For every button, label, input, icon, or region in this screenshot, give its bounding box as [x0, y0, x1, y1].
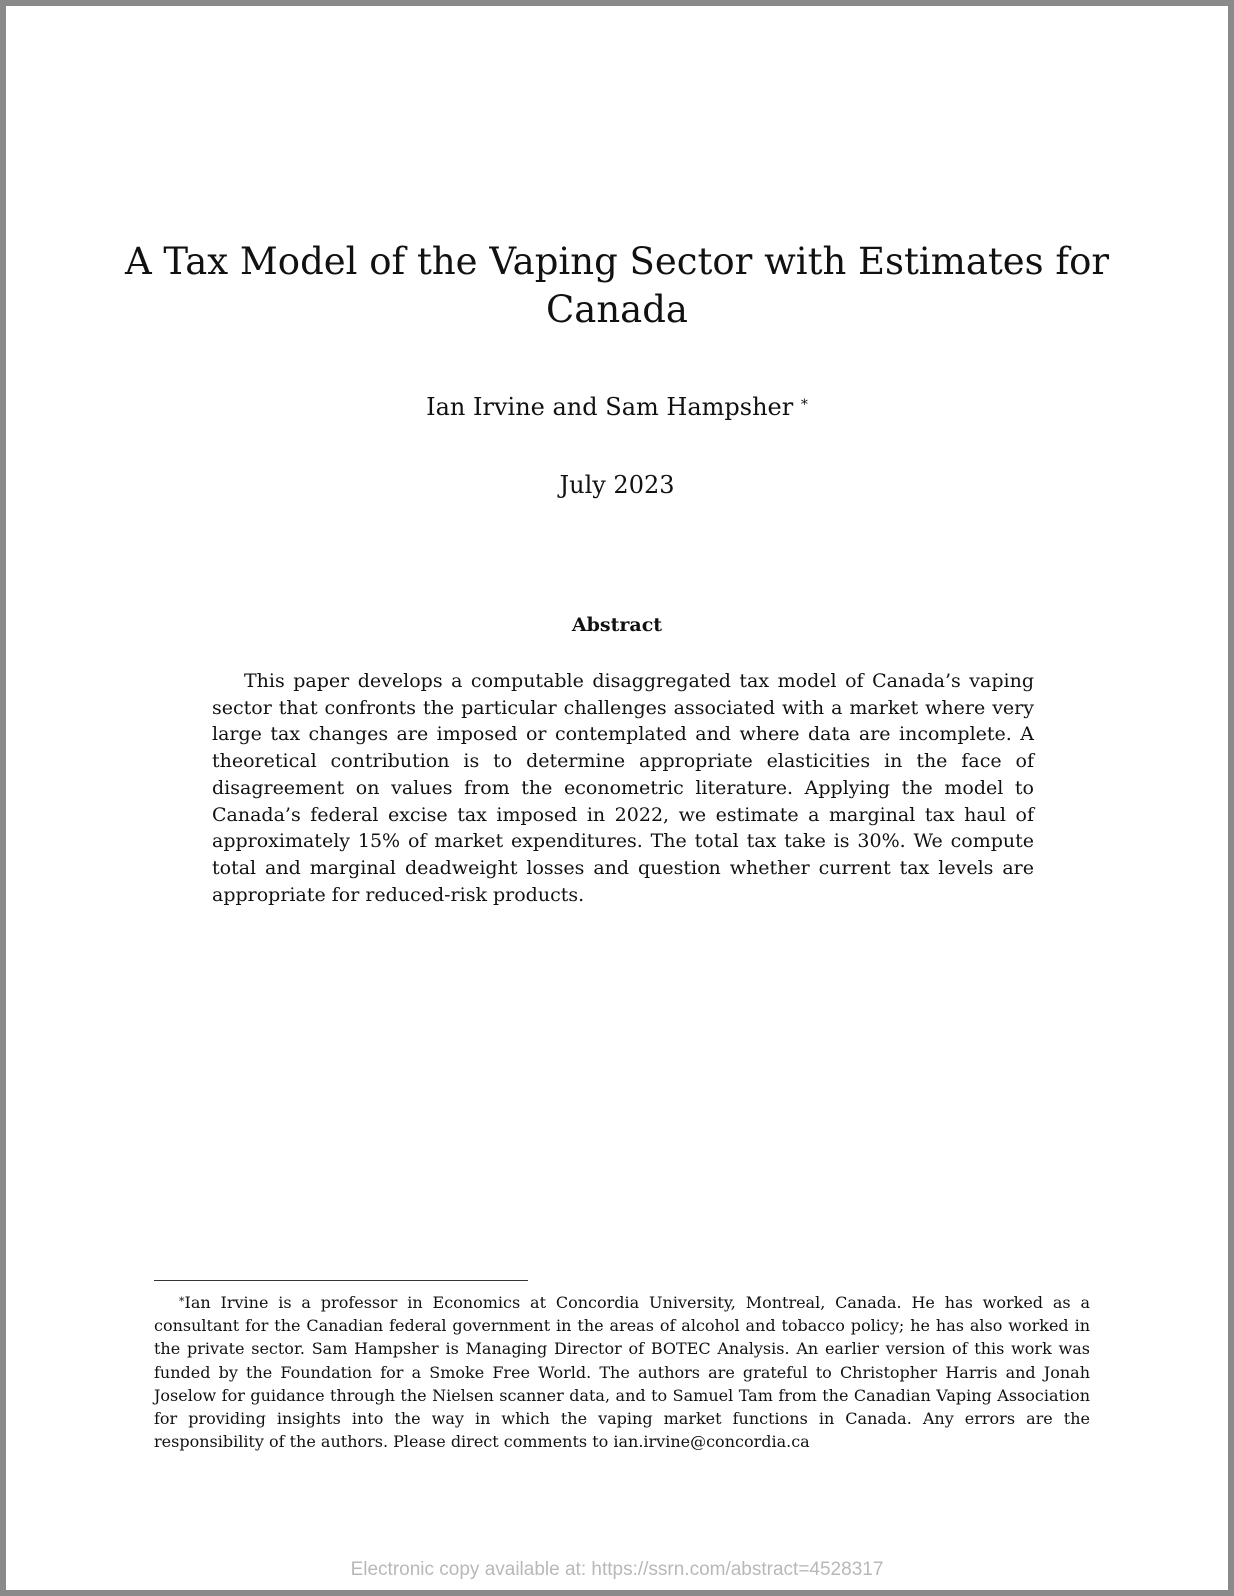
abstract-body: This paper develops a computable disaggregated tax model of Canada’s vaping sector that confronts the particular challenges associated with a market where very large tax changes are imposed or contemplated and where data are incomplete. A theoretical contribution is to determine appropriate elasticities in the face of disagreement on values from the econometric literature. Applying the model to Canada’s federal excise tax imposed in 2022, we estimate a marginal tax haul of approximately 15% of market expenditures. The total tax take is 30%. We compute total and marginal deadweight losses and question whether current tax levels are appropriate for reduced-risk products.	[212, 670, 1034, 906]
author-footnote	[154, 1291, 1090, 1453]
footnote-mark: *	[179, 1295, 185, 1308]
abstract-heading: Abstract	[571, 614, 663, 636]
footnote-divider	[154, 1280, 528, 1281]
ssrn-availability-link[interactable]: Electronic copy available at: https://ssrn.com/abstract=4528317	[350, 1559, 884, 1580]
authors-names: Ian Irvine and Sam Hampsher	[426, 393, 794, 421]
paper-page	[6, 6, 1228, 1590]
footnote-text: Ian Irvine is a professor in Economics at Concordia University, Montreal, Canada. He has worked as a consultant for the Canadian federal government in the areas of alcohol and tobacco policy; he has also worked in the private sector. Sam Hampsher is Managing Director of BOTEC Analysis. An earlier version of this work was funded by the Foundation for a Smoke Free World. The authors are grateful to Christopher Harris and Jonah Joselow for guidance through the Nielsen scanner data, and to Samuel Tam from the Canadian Vaping Association for providing insights into the way in which the vaping market functions in Canada. Any errors are the responsibility of the authors. Please direct comments to ian.irvine@concordia.ca	[154, 1293, 1090, 1452]
paper-title: A Tax Model of the Vaping Sector with Estimates for Canada	[124, 240, 1110, 331]
paper-date: July 2023	[559, 471, 675, 499]
paper-authors	[6, 392, 1228, 422]
author-footnote-mark[interactable]: *	[800, 397, 808, 413]
